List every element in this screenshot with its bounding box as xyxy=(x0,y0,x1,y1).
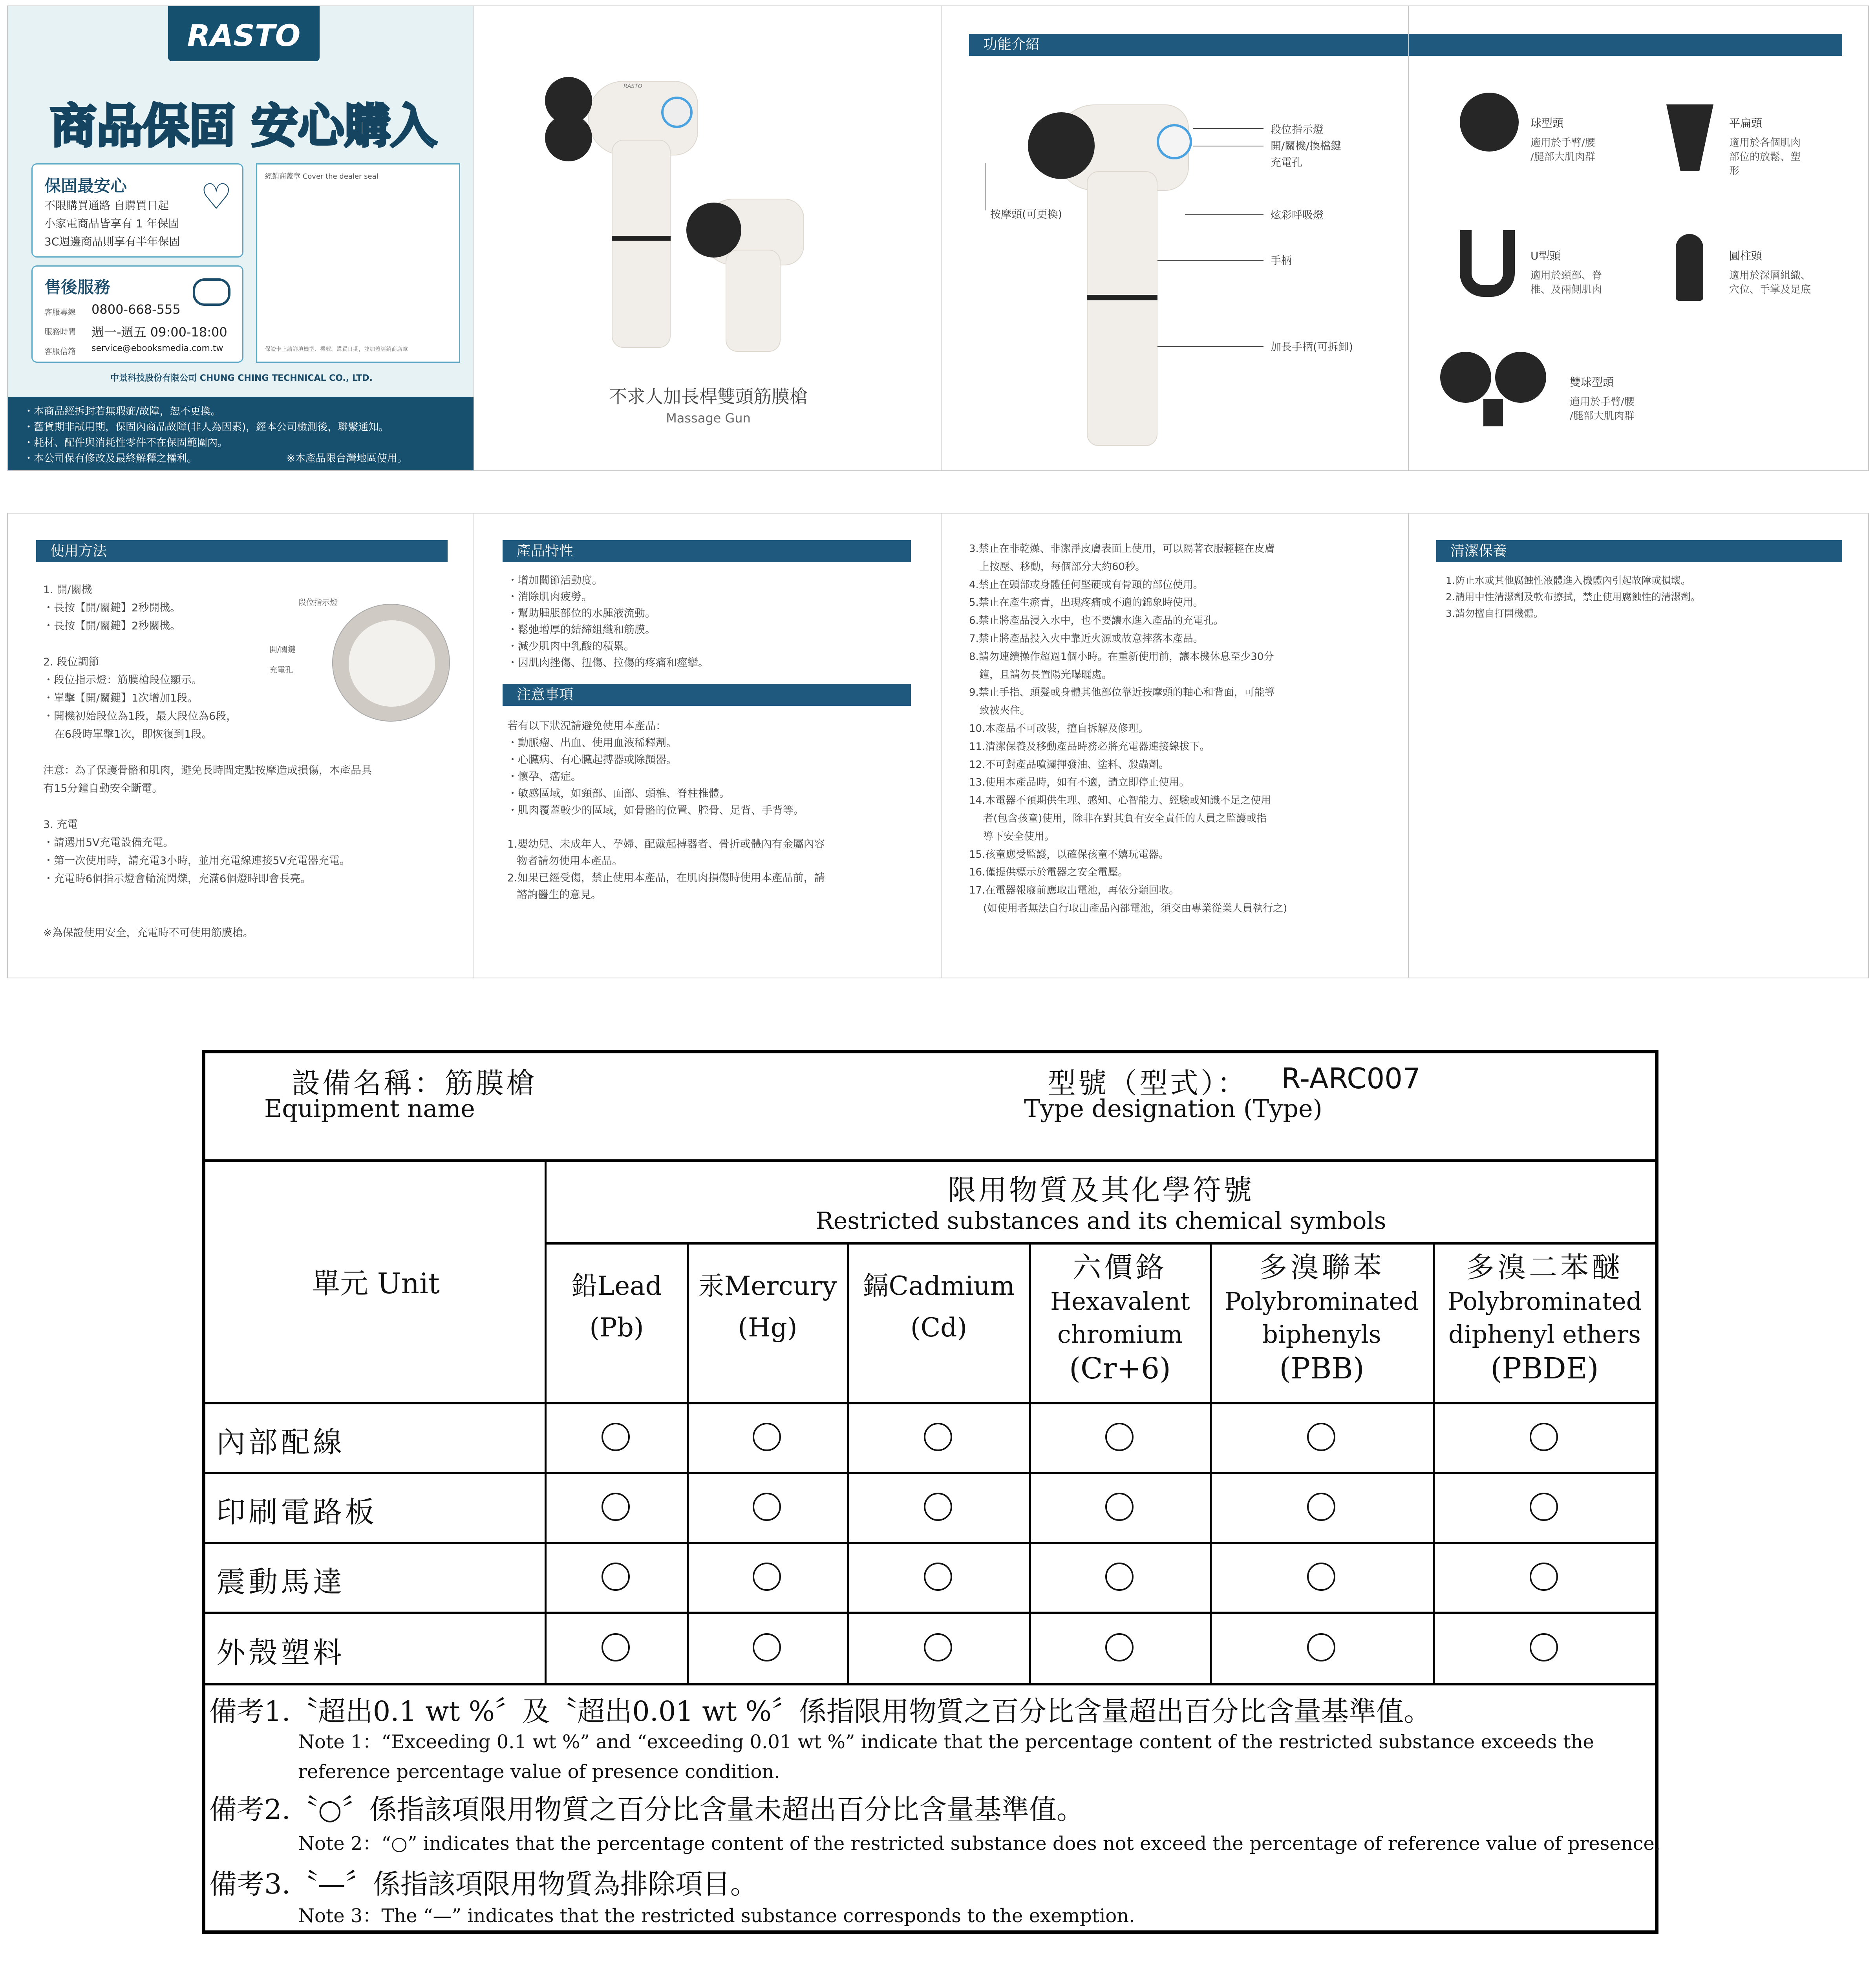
feature-item: ・增加關節活動度。 xyxy=(507,574,603,587)
brand-mark: RASTO xyxy=(624,83,642,90)
usage-line: 在6段時單擊1次，即恢復到1段。 xyxy=(54,728,212,740)
usage-line: ※為保證使用安全，充電時不可使用筋膜槍。 xyxy=(43,927,254,939)
rohs-declaration-table xyxy=(202,1050,1661,1934)
guarantee-line: 3C週邊商品則享有半年保固 xyxy=(44,235,180,248)
usage-line xyxy=(43,888,372,906)
head-desc: 適用於手臂/腰 xyxy=(1570,396,1635,408)
substance-hexavalent-chromium xyxy=(1031,1250,1209,1386)
substance-pbb xyxy=(1211,1250,1432,1386)
table-rule xyxy=(205,1542,1655,1544)
substance-name: 鎘Cadmium xyxy=(863,1271,1015,1301)
compliance-mark xyxy=(1307,1493,1335,1521)
diagram-label: 開/關鍵 xyxy=(269,645,296,654)
type-designation-zh: 型號（型式）： xyxy=(1048,1067,1248,1100)
table-rule xyxy=(546,1242,1655,1245)
substance-name-en: Hexavalent chromium xyxy=(1050,1287,1190,1349)
usage-line xyxy=(43,906,372,924)
compliance-mark xyxy=(1307,1633,1335,1661)
caution-item: 14.本電器不預期供生理、感知、心智能力、經驗或知識不足之使用 xyxy=(969,795,1271,807)
label-power-key: 開/關機/換檔鍵 xyxy=(1271,140,1342,152)
diagram-label: 段位指示燈 xyxy=(298,598,338,607)
note-line: ・本公司保有修改及最終解釋之權利。 xyxy=(24,453,197,464)
feature-item: ・幫助腫脹部位的水腫液流動。 xyxy=(507,607,656,620)
label-breathing-light: 炫彩呼吸燈 xyxy=(1271,209,1324,221)
caution-item: 7.禁止將產品投入火中靠近火源或故意摔落本產品。 xyxy=(969,632,1203,645)
compliance-mark xyxy=(924,1493,952,1521)
substance-name: 多溴二苯醚 xyxy=(1466,1251,1623,1284)
caution-item: 8.請勿連續操作超過1個小時。在重新使用前，讓本機休息至少30分 xyxy=(969,651,1274,663)
table-rule xyxy=(1433,1242,1435,1685)
feature-item: ・減少肌肉中乳酸的積累。 xyxy=(507,640,634,653)
substance-mercury xyxy=(688,1265,847,1349)
usage-text xyxy=(43,581,372,942)
flat-head-icon xyxy=(1666,104,1713,171)
service-hours: 週一-週五 09:00-18:00 xyxy=(91,325,227,340)
label-head: 按摩頭(可更換) xyxy=(990,208,1062,221)
cover-title: 不求人加長桿雙頭筋膜槍 xyxy=(609,386,808,407)
substance-symbol: (Pb) xyxy=(589,1312,644,1343)
features-heading: 產品特性 xyxy=(503,540,911,562)
cautions-heading: 注意事項 xyxy=(503,684,911,706)
usage-heading: 使用方法 xyxy=(36,540,448,562)
substance-symbol: (Cd) xyxy=(910,1312,967,1343)
indicator-dial xyxy=(1157,124,1192,159)
usage-line: 有15分鐘自動安全斷電。 xyxy=(43,782,163,795)
substance-pbde xyxy=(1434,1250,1655,1386)
cautions-continued-panel xyxy=(941,513,1409,978)
massage-gun-diagram-handle xyxy=(1087,171,1157,446)
double-ball-stem xyxy=(1483,399,1503,426)
caution-item: 13.使用本產品時，如有不適，請立即停止使用。 xyxy=(969,777,1190,789)
substance-symbol: (PBB) xyxy=(1279,1352,1364,1385)
caution-item: 11.清潔保養及移動產品時務必將充電器連接線拔下。 xyxy=(969,740,1210,753)
unit-header: 單元 Unit xyxy=(312,1267,440,1300)
caution-item: ・心臟病、有心臟起搏器或除顫器。 xyxy=(507,754,677,766)
compliance-mark xyxy=(753,1633,781,1661)
caution-item: 物者請勿使用本產品。 xyxy=(517,855,623,867)
equipment-name-zh: 設備名稱：筋膜槍 xyxy=(292,1067,537,1100)
massage-gun-large-handle xyxy=(612,140,671,348)
cover-subtitle: Massage Gun xyxy=(666,411,751,426)
compliance-mark xyxy=(753,1423,781,1451)
head-name: 圓柱頭 xyxy=(1729,249,1763,262)
remark-1-en: Note 1：“Exceeding 0.1 wt %” and “exceeding 0.01 wt %” indicate that the percentage content of the restricted substance exceeds the reference percentage value of presence condition. xyxy=(298,1731,1594,1783)
caution-item: 1.嬰幼兒、未成年人、孕婦、配戴起搏器者、骨折或體內有金屬內容 xyxy=(507,838,825,850)
head-desc: 部位的放鬆、塑 xyxy=(1729,151,1801,163)
substance-name: 汞Mercury xyxy=(698,1271,837,1301)
caution-item: (如使用者無法自行取出產品內部電池，須交由專業從業人員執行之) xyxy=(983,902,1287,914)
functions-panel xyxy=(941,5,1409,471)
table-rule xyxy=(205,1612,1655,1614)
feature-item: ・鬆弛增厚的結締組織和筋膜。 xyxy=(507,624,656,636)
table-rule xyxy=(1029,1242,1031,1685)
caution-item: 3.禁止在非乾燥、非潔淨皮膚表面上使用，可以隔著衣服輕輕在皮膚 xyxy=(969,543,1275,555)
dial-face xyxy=(349,620,435,707)
unit-vibration-motor: 震動馬達 xyxy=(216,1565,345,1599)
head-desc: /腿部大肌肉群 xyxy=(1570,410,1635,422)
compliance-mark xyxy=(1530,1563,1558,1591)
caution-item: ・敏感區域，如頸部、面部、頭椎、脊柱椎體。 xyxy=(507,788,730,800)
usage-line: ・段位指示燈：筋膜槍段位顯示。 xyxy=(43,674,202,686)
u-head-icon xyxy=(1460,230,1515,297)
compliance-mark xyxy=(1530,1423,1558,1451)
usage-line xyxy=(43,635,372,653)
usage-line: ・長按【開/關鍵】2秒關機。 xyxy=(43,620,181,632)
substance-name: 多溴聯苯 xyxy=(1259,1251,1385,1284)
usage-line: ・請選用5V充電設備充電。 xyxy=(43,837,174,849)
caution-item: 致被夾住。 xyxy=(979,705,1031,717)
caution-item xyxy=(507,819,825,836)
leader-line xyxy=(1185,214,1263,215)
warranty-notes xyxy=(8,397,474,471)
bullet-head-icon xyxy=(1676,234,1703,301)
equipment-name-en: Equipment name xyxy=(264,1094,475,1123)
substance-symbol: (PBDE) xyxy=(1490,1352,1599,1385)
unit-plastic-housing: 外殼塑料 xyxy=(216,1636,345,1670)
substance-cadmium xyxy=(849,1265,1029,1349)
guarantee-box xyxy=(31,163,243,258)
service-email: service@ebooksmedia.com.tw xyxy=(91,344,223,353)
features-panel xyxy=(474,513,942,978)
usage-line: 3. 充電 xyxy=(43,819,78,831)
seal-note: 保證卡上請詳填機型、機號、購買日期，並加蓋經銷商店章 xyxy=(265,346,408,353)
usage-line: ・開機初始段位為1段，最大段位為6段， xyxy=(43,710,237,722)
cleaning-heading: 清潔保養 xyxy=(1436,540,1842,562)
label-extension: 加長手柄(可拆卸) xyxy=(1271,341,1353,353)
head-name: 雙球型頭 xyxy=(1570,376,1614,389)
double-ball-icon xyxy=(1495,352,1546,403)
caution-item: 諮詢醫生的意見。 xyxy=(517,889,602,901)
cleaning-item: 3.請勿擅自打開機體。 xyxy=(1446,608,1543,619)
remark-3-en: Note 3：The “—” indicates that the restricted substance corresponds to the exemption. xyxy=(298,1905,1135,1927)
head-desc: 穴位、手掌及足底 xyxy=(1729,284,1811,296)
cleaning-panel xyxy=(1408,513,1869,978)
cover-panel xyxy=(474,5,942,471)
caution-item: 若有以下狀況請避免使用本產品： xyxy=(507,720,666,732)
diagram-label: 充電孔 xyxy=(269,665,293,674)
remark-1-zh: 備考1.〝超出0.1 wt %〞及〝超出0.01 wt %〞係指限用物質之百分比含量超出百分比含量基準值。 xyxy=(209,1695,1432,1727)
usage-line xyxy=(43,798,372,816)
compliance-mark xyxy=(1105,1423,1134,1451)
heart-hand-icon: ♡ xyxy=(200,176,232,218)
head-desc: 適用於深層組織、 xyxy=(1729,270,1811,281)
table-rule xyxy=(545,1159,547,1685)
type-designation-en: Type designation (Type) xyxy=(1024,1094,1322,1123)
compliance-mark xyxy=(1530,1493,1558,1521)
compliance-mark xyxy=(1530,1633,1558,1661)
label-handle: 手柄 xyxy=(1271,255,1292,267)
restricted-substances-zh: 限用物質及其化學符號 xyxy=(947,1173,1254,1206)
caution-item: 12.不可對產品噴灑揮發油、塗料、殺蟲劑。 xyxy=(969,759,1169,771)
heads-heading-bar xyxy=(1409,34,1842,56)
massage-ball xyxy=(545,114,592,161)
massage-gun-small-handle xyxy=(726,250,781,352)
cleaning-list xyxy=(1446,572,1700,622)
type-code: R-ARC007 xyxy=(1281,1062,1421,1095)
compliance-mark xyxy=(602,1563,630,1591)
compliance-mark xyxy=(602,1423,630,1451)
unit-internal-wiring: 內部配線 xyxy=(216,1426,345,1459)
caution-item: 16.僅提供標示於電器之安全電壓。 xyxy=(969,866,1128,879)
leader-line xyxy=(1157,346,1263,347)
table-rule xyxy=(687,1242,689,1685)
compliance-mark xyxy=(1105,1563,1134,1591)
table-rule xyxy=(205,1472,1655,1474)
usage-line: 注意：為了保護骨骼和肌肉，避免長時間定點按摩造成損傷，本產品具 xyxy=(43,764,372,777)
head-name: U型頭 xyxy=(1530,249,1561,262)
head-desc: /腿部大肌肉群 xyxy=(1530,151,1595,163)
substance-name-en: Polybrominated diphenyl ethers xyxy=(1447,1287,1642,1349)
phone-number: 0800-668-555 xyxy=(91,302,181,317)
substance-name-en: Polybrominated biphenyls xyxy=(1225,1287,1419,1349)
cleaning-item: 2.請用中性清潔劑及軟布擦拭，禁止使用腐蝕性的清潔劑。 xyxy=(1446,591,1700,603)
compliance-mark xyxy=(924,1633,952,1661)
substance-lead xyxy=(547,1265,686,1349)
cleaning-item: 1.防止水或其他腐蝕性液體進入機體內引起故障或損壞。 xyxy=(1446,575,1691,586)
substance-name: 鉛Lead xyxy=(571,1271,662,1301)
table-rule xyxy=(205,1683,1655,1685)
substance-symbol: (Hg) xyxy=(738,1312,797,1343)
cautions-list xyxy=(507,718,825,903)
caution-item: 17.在電器報廢前應取出電池，再依分類回收。 xyxy=(969,885,1179,897)
compliance-mark xyxy=(753,1493,781,1521)
substance-symbol: (Cr+6) xyxy=(1069,1352,1171,1385)
remark-2-zh: 備考2.〝○〞係指該項限用物質之百分比含量未超出百分比含量基準值。 xyxy=(209,1793,1084,1826)
massage-ball xyxy=(1028,112,1095,179)
guarantee-line: 不限購買通路 自購買日起 xyxy=(44,199,169,212)
compliance-mark xyxy=(602,1633,630,1661)
guarantee-title: 保固最安心 xyxy=(44,176,127,196)
heads-panel xyxy=(1408,5,1869,471)
head-desc: 適用於頸部、脊 xyxy=(1530,270,1602,281)
compliance-mark xyxy=(1105,1633,1134,1661)
head-desc: 適用於手臂/腰 xyxy=(1530,137,1595,149)
head-desc: 形 xyxy=(1729,165,1740,177)
leader-line xyxy=(1193,128,1263,129)
compliance-mark xyxy=(924,1423,952,1451)
caution-item: 5.禁止在產生瘀青，出現疼痛或不適的錦象時使用。 xyxy=(969,597,1203,609)
feature-item: ・因肌肉挫傷、扭傷、拉傷的疼痛和痙攣。 xyxy=(507,657,709,669)
caution-item: 15.孩童應受監護，以確保孩童不嬉玩電器。 xyxy=(969,848,1169,861)
compliance-mark xyxy=(924,1563,952,1591)
usage-line: ・長按【開/關鍵】2秒開機。 xyxy=(43,602,181,614)
label-charge-port: 充電孔 xyxy=(1271,157,1302,169)
double-ball-icon xyxy=(1440,352,1491,403)
remark-2-en: Note 2：“○” indicates that the percentage content of the restricted substance does not exceed the percentage of reference value of presence. xyxy=(298,1833,1661,1855)
table-rule xyxy=(205,1402,1655,1404)
compliance-mark xyxy=(1307,1423,1335,1451)
warranty-headline: 商品保固 安心購入 xyxy=(50,99,437,153)
indicator-dial xyxy=(661,97,693,128)
dial-diagram xyxy=(332,604,450,722)
seal-label: 經銷商蓋章 Cover the dealer seal xyxy=(265,172,378,181)
usage-line: 2. 段位調節 xyxy=(43,656,99,668)
restricted-substances-en: Restricted substances and its chemical symbols xyxy=(815,1207,1386,1235)
caution-item: 9.禁止手指、頭髮或身體其他部位靠近按摩頭的軸心和背面，可能導 xyxy=(969,687,1275,699)
substance-name: 六價鉻 xyxy=(1073,1251,1167,1284)
caution-item: 上按壓、移動，每個部分大約60秒。 xyxy=(979,561,1146,573)
remark-3-zh: 備考3.〝—〞係指該項限用物質為排除項目。 xyxy=(209,1868,758,1900)
guarantee-line: 小家電商品皆享有 1 年保固 xyxy=(44,217,179,230)
handle-ring xyxy=(1087,295,1157,300)
head-name: 平扁頭 xyxy=(1729,117,1763,130)
features-list xyxy=(507,572,709,671)
ball-head-icon xyxy=(1460,93,1519,152)
email-label: 客服信箱 xyxy=(44,347,76,356)
compliance-mark xyxy=(1307,1563,1335,1591)
usage-line: ・第一次使用時，請充電3小時，並用充電線連接5V充電器充電。 xyxy=(43,855,350,867)
warranty-panel xyxy=(7,5,474,471)
aftersales-box xyxy=(31,265,243,363)
usage-line: ・單擊【開/關鍵】1次增加1段。 xyxy=(43,692,198,704)
table-rule xyxy=(205,1159,1655,1162)
usage-line xyxy=(43,744,372,762)
compliance-mark xyxy=(602,1493,630,1521)
label-level-indicator: 段位指示燈 xyxy=(1271,124,1324,136)
caution-item: 導下安全使用。 xyxy=(983,830,1055,843)
head-name: 球型頭 xyxy=(1530,117,1564,130)
unit-pcb: 印刷電路板 xyxy=(216,1495,377,1529)
feature-item: ・消除肌肉疲勞。 xyxy=(507,591,592,603)
dealer-seal-box xyxy=(256,163,460,363)
brand-logo: RASTO xyxy=(168,6,320,61)
caution-item: 6.禁止將產品浸入水中，也不要讓水進入產品的充電孔。 xyxy=(969,615,1224,627)
note-line: ・本商品經拆封若無瑕疵/故障，恕不更換。 xyxy=(24,406,221,417)
handle-ring xyxy=(612,236,671,241)
usage-line: ・充電時6個指示燈會輪流閃爍，充滿6個燈時即會長亮。 xyxy=(43,873,311,885)
note-line: ・舊貨期非試用期，保固內商品故障(非人為因素)，經本公司檢測後，聯繫通知。 xyxy=(24,421,389,433)
chat-icon xyxy=(193,278,230,306)
massage-ball xyxy=(686,203,741,258)
phone-label: 客服專線 xyxy=(44,307,76,317)
table-rule xyxy=(847,1242,849,1685)
caution-item: 者(包含孩童)使用，除非在對其負有安全責任的人員之監護或指 xyxy=(983,812,1267,824)
caution-item: 4.禁止在頭部或身體任何堅硬或有骨頭的部位使用。 xyxy=(969,579,1203,591)
caution-item: ・肌肉覆蓋較少的區域，如骨骼的位置、腔骨、足背、手背等。 xyxy=(507,804,804,817)
company-name: 中景科技股份有限公司 CHUNG CHING TECHNICAL CO., LTD. xyxy=(110,373,373,383)
hours-label: 服務時間 xyxy=(44,327,76,336)
taiwan-only-note: ※本產品限台灣地區使用。 xyxy=(287,453,408,464)
caution-item: 2.如果已經受傷，禁止使用本產品，在肌肉損傷時使用本產品前，請 xyxy=(507,872,825,884)
caution-item: ・懷孕、癌症。 xyxy=(507,771,581,783)
head-desc: 適用於各個肌肉 xyxy=(1729,137,1801,149)
table-rule xyxy=(1210,1242,1212,1685)
usage-line: 1. 開/關機 xyxy=(43,584,92,596)
cautions-continued-list xyxy=(969,540,1287,918)
leader-line xyxy=(1157,260,1263,261)
caution-item: ・動脈瘤、出血、使用血液稀釋劑。 xyxy=(507,737,677,749)
usage-panel xyxy=(7,513,474,978)
caution-item: 鐘，且請勿長置陽光曝曬處。 xyxy=(979,669,1112,681)
caution-item: 10.本產品不可改裝，擅自拆解及修理。 xyxy=(969,722,1149,735)
note-line: ・耗材、配件與消耗性零件不在保固範圍內。 xyxy=(24,437,228,449)
aftersales-title: 售後服務 xyxy=(44,278,111,297)
head-desc: 椎、及兩側肌肉 xyxy=(1530,284,1602,296)
compliance-mark xyxy=(1105,1493,1134,1521)
functions-heading: 功能介紹 xyxy=(969,34,1409,56)
compliance-mark xyxy=(753,1563,781,1591)
